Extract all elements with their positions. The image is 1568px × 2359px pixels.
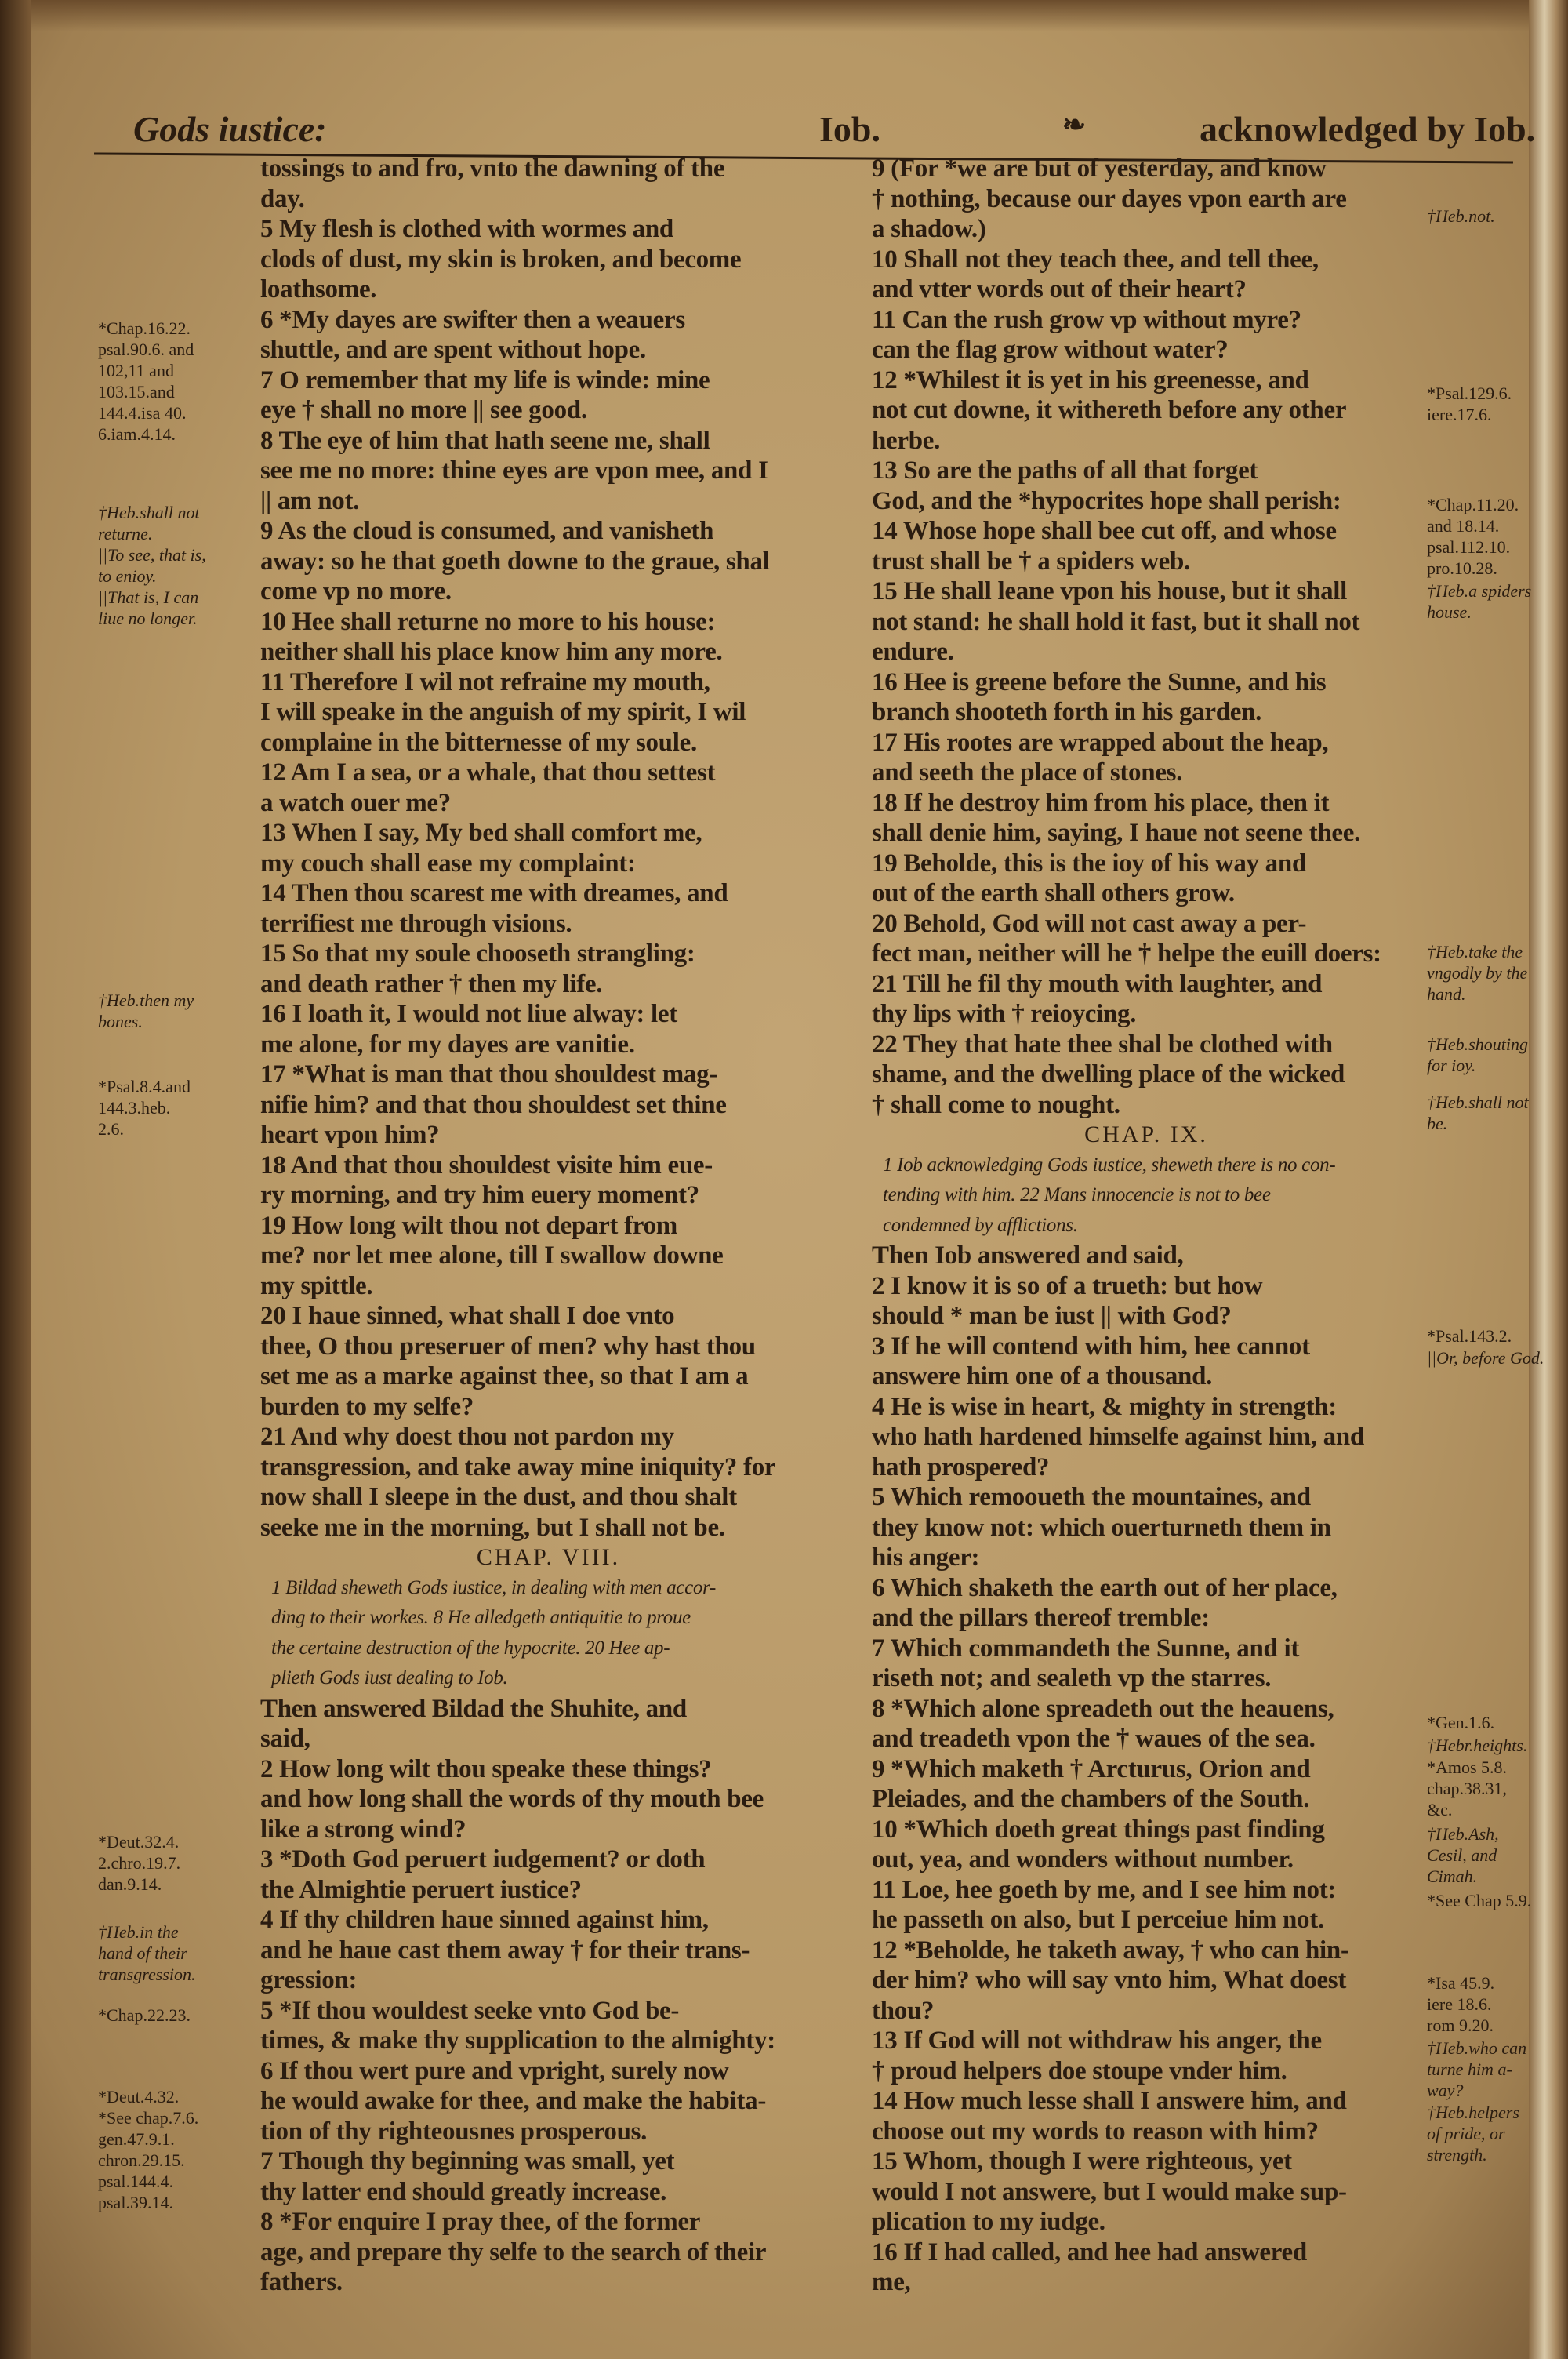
ornament-icon: ❧ [1062, 109, 1087, 140]
margin-note: *Amos 5.8. chap.38.31, &c. [1427, 1757, 1508, 1819]
verse-line: day. [260, 184, 305, 213]
margin-note: *Chap.11.20. and 18.14. psal.112.10. pro.10.28. [1427, 495, 1519, 578]
verse-line: 20 I haue sinned, what shall I doe vnto [260, 1302, 675, 1330]
chapter-summary-line: condemned by afflictions. [883, 1214, 1078, 1236]
verse-line: not cut downe, it withereth before any other [872, 396, 1347, 424]
verse-line: 4 If thy children haue sinned against him, [260, 1906, 709, 1934]
verse-line: 13 When I say, My bed shall comfort me, [260, 819, 702, 847]
verse-line: and death rather † then my life. [260, 969, 603, 998]
verse-line: 6 If thou wert pure and vpright, surely now [260, 2056, 729, 2085]
verse-line: he would awake for thee, and make the habita- [260, 2087, 767, 2115]
verse-line: and he haue cast them away † for their trans- [260, 1936, 750, 1965]
verse-line: 10 Shall not they teach thee, and tell thee, [872, 245, 1319, 274]
verse-line: come vp no more. [260, 577, 452, 605]
verse-line: I will speake in the anguish of my spirit, I wil [260, 698, 746, 726]
verse-line: 18 If he destroy him from his place, then it [872, 788, 1330, 817]
chapter-summary-line: ding to their workes. 8 He alledgeth antiquitie to proue [271, 1607, 691, 1628]
margin-note: *Deut.4.32. *See chap.7.6. gen.47.9.1. chron.29.15. psal.144.4. psal.39.14. [98, 2087, 199, 2212]
verse-line: his anger: [872, 1543, 980, 1572]
verse-line: 10 *Which doeth great things past finding [872, 1815, 1325, 1844]
verse-line: complaine in the bitternesse of my soule. [260, 728, 697, 757]
verse-line: God, and the *hypocrites hope shall perish: [872, 486, 1341, 515]
verse-line: 11 Therefore I wil not refraine my mouth, [260, 667, 710, 696]
verse-line: out, yea, and wonders without number. [872, 1845, 1294, 1874]
margin-note: *Chap.16.22. psal.90.6. and 102,11 and 103.15.and 144.4.isa 40. 6.iam.4.14. [98, 318, 194, 444]
page-edge-right [1529, 0, 1568, 2359]
verse-line: 16 Hee is greene before the Sunne, and his [872, 667, 1327, 696]
margin-note: *Gen.1.6. [1427, 1713, 1495, 1732]
verse-line: 21 And why doest thou not pardon my [260, 1423, 674, 1451]
verse-line: would I not answere, but I would make sup- [872, 2177, 1347, 2206]
verse-line: trust shall be † a spiders web. [872, 547, 1190, 576]
verse-line: Pleiades, and the chambers of the South. [872, 1785, 1310, 1813]
verse-line: times, & make thy supplication to the almighty: [260, 2026, 775, 2055]
verse-line: Then Iob answered and said, [872, 1241, 1184, 1270]
verse-line: 13 If God will not withdraw his anger, the [872, 2026, 1322, 2055]
verse-line: fathers. [260, 2268, 343, 2296]
verse-line: tossings to and fro, vnto the dawning of the [260, 154, 725, 183]
verse-line: not stand: he shall hold it fast, but it shall not [872, 607, 1360, 636]
verse-line: 14 Whose hope shall bee cut off, and whose [872, 517, 1337, 545]
verse-line: gression: [260, 1966, 358, 1994]
verse-line: 12 *Beholde, he taketh away, † who can hin- [872, 1936, 1349, 1965]
verse-line: 11 Can the rush grow vp without myre? [872, 305, 1301, 334]
verse-line: shame, and the dwelling place of the wicked [872, 1060, 1345, 1089]
verse-line: seeke me in the morning, but I shall not be. [260, 1513, 725, 1542]
verse-line: thee, O thou preseruer of men? why hast thou [260, 1332, 756, 1361]
verse-line: 9 As the cloud is consumed, and vanisheth [260, 517, 714, 545]
verse-line: 21 Till he fil thy mouth with laughter, and [872, 969, 1323, 998]
verse-line: † proud helpers doe stoupe vnder him. [872, 2056, 1287, 2085]
verse-line: choose out my words to reason with him? [872, 2117, 1319, 2146]
verse-line: plication to my iudge. [872, 2208, 1105, 2236]
verse-line: said, [260, 1725, 310, 1753]
verse-line: neither shall his place know him any more. [260, 638, 723, 666]
chapter-summary-line: 1 Iob acknowledging Gods iustice, sheweth there is no con- [883, 1154, 1336, 1176]
margin-note: *Psal.8.4.and 144.3.heb. 2.6. [98, 1077, 191, 1139]
verse-line: answere him one of a thousand. [872, 1362, 1213, 1390]
verse-line: hath prospered? [872, 1452, 1050, 1481]
verse-line: branch shooteth forth in his garden. [872, 698, 1262, 726]
margin-note: *See Chap 5.9. [1427, 1891, 1532, 1910]
verse-line: 16 If I had called, and hee had answered [872, 2237, 1307, 2266]
margin-note: *Psal.129.6. iere.17.6. [1427, 383, 1512, 424]
right-text-column [872, 154, 1421, 2298]
verse-line: and the pillars thereof tremble: [872, 1604, 1210, 1632]
verse-line: see me no more: thine eyes are vpon mee, and I [260, 456, 768, 485]
verse-line: me, [872, 2268, 911, 2296]
margin-note: †Heb.take the vngodly by the hand. [1427, 942, 1528, 1004]
verse-line: who hath hardened himselfe against him, and [872, 1423, 1364, 1451]
verse-line: 11 Loe, hee goeth by me, and I see him not: [872, 1875, 1337, 1904]
verse-line: nifie him? and that thou shouldest set thine [260, 1090, 727, 1119]
margin-note: †Heb.a spiders house. [1427, 581, 1532, 622]
verse-line: 9 (For *we are but of yesterday, and know [872, 154, 1327, 183]
verse-line: like a strong wind? [260, 1815, 466, 1844]
chapter-summary-line: tending with him. 22 Mans innocencie is not to bee [883, 1184, 1271, 1205]
verse-line: out of the earth shall others grow. [872, 879, 1235, 907]
margin-note: †Heb.helpers of pride, or strength. [1427, 2103, 1519, 2165]
verse-line: 12 *Whilest it is yet in his greenesse, and [872, 365, 1309, 394]
chapter-summary-line: the certaine destruction of the hypocrite. 20 Hee ap- [271, 1637, 670, 1659]
verse-line: and treadeth vpon the † waues of the sea. [872, 1725, 1316, 1753]
verse-line: endure. [872, 638, 954, 666]
verse-line: terrifiest me through visions. [260, 909, 572, 938]
verse-line: and how long shall the words of thy mouth bee [260, 1785, 764, 1813]
verse-line: 7 Though thy beginning was small, yet [260, 2147, 675, 2175]
margin-note: †Heb.then my bones. [98, 990, 194, 1031]
verse-line: † shall come to nought. [872, 1090, 1120, 1119]
verse-line: thy latter end should greatly increase. [260, 2177, 667, 2206]
verse-line: 7 Which commandeth the Sunne, and it [872, 1634, 1300, 1663]
margin-note: †Hebr.heights. [1427, 1736, 1528, 1755]
verse-line: 19 Beholde, this is the ioy of his way and [872, 849, 1306, 878]
verse-line: heart vpon him? [260, 1121, 440, 1149]
verse-line: burden to my selfe? [260, 1392, 474, 1421]
verse-line: 15 He shall leane vpon his house, but it shall [872, 577, 1348, 605]
verse-line: a shadow.) [872, 215, 986, 243]
verse-line: tion of thy righteousnes prosperous. [260, 2117, 648, 2146]
verse-line: thy lips with † reioycing. [872, 1000, 1137, 1028]
verse-line: should * man be iust || with God? [872, 1302, 1232, 1330]
verse-line: 17 *What is man that thou shouldest mag- [260, 1060, 717, 1089]
verse-line: loathsome. [260, 275, 377, 304]
margin-note: *Deut.32.4. 2.chro.19.7. dan.9.14. [98, 1832, 181, 1894]
verse-line: 8 The eye of him that hath seene me, shall [260, 426, 710, 455]
verse-line: herbe. [872, 426, 941, 455]
verse-line: age, and prepare thy selfe to the search of their [260, 2237, 767, 2266]
verse-line: 3 *Doth God peruert iudgement? or doth [260, 1845, 706, 1874]
verse-line: 19 How long wilt thou not depart from [260, 1211, 677, 1240]
verse-line: shuttle, and are spent without hope. [260, 336, 646, 364]
verse-line: 7 O remember that my life is winde: mine [260, 365, 710, 394]
verse-line: fect man, neither will he † helpe the euill doers: [872, 940, 1381, 968]
verse-line: me? nor let mee alone, till I swallow downe [260, 1241, 724, 1270]
verse-line: || am not. [260, 486, 360, 515]
chapter-heading: CHAP. VIII. [476, 1544, 621, 1570]
verse-line: 2 How long wilt thou speake these things? [260, 1754, 712, 1783]
verse-line: 5 Which remooueth the mountaines, and [872, 1483, 1311, 1511]
verse-line: 8 *Which alone spreadeth out the heauens, [872, 1694, 1334, 1723]
running-head-book: Iob. [819, 109, 880, 149]
verse-line: and seeth the place of stones. [872, 758, 1183, 787]
verse-line: the Almightie peruert iustice? [260, 1875, 582, 1904]
book-gutter-left [0, 0, 31, 2359]
verse-line: shall denie him, saying, I haue not seene thee. [872, 819, 1361, 847]
verse-line: 13 So are the paths of all that forget [872, 456, 1258, 485]
verse-line: ry morning, and try him euery moment? [260, 1181, 699, 1209]
running-head-left: Gods iustice: [133, 109, 327, 149]
verse-line: 10 Hee shall returne no more to his house: [260, 607, 716, 636]
verse-line: 8 *For enquire I pray thee, of the former [260, 2208, 701, 2236]
margin-note: †Heb.not. [1427, 206, 1495, 226]
verse-line: 6 *My dayes are swifter then a weauers [260, 305, 685, 334]
verse-line: riseth not; and sealeth vp the starres. [872, 1664, 1272, 1692]
verse-line: clods of dust, my skin is broken, and become [260, 245, 742, 274]
chapter-heading: CHAP. IX. [1084, 1121, 1208, 1147]
verse-line: † nothing, because our dayes vpon earth are [872, 184, 1347, 213]
verse-line: 17 His rootes are wrapped about the heap, [872, 728, 1329, 757]
verse-line: 9 *Which maketh † Arcturus, Orion and [872, 1754, 1311, 1783]
verse-line: he passeth on also, but I perceiue him not. [872, 1906, 1324, 1934]
verse-line: 12 Am I a sea, or a whale, that thou settest [260, 758, 716, 787]
verse-line: 5 My flesh is clothed with wormes and [260, 215, 673, 243]
margin-note: †Heb.shall not returne. ||To see, that is, to enioy. ||That is, I can liue no longer. [98, 503, 206, 628]
margin-note: *Chap.22.23. [98, 2005, 191, 2025]
verse-line: 15 Whom, though I were righteous, yet [872, 2147, 1292, 2175]
verse-line: 20 Behold, God will not cast away a per- [872, 909, 1307, 938]
verse-line: 14 Then thou scarest me with dreames, and [260, 879, 728, 907]
margin-note: †Heb.in the hand of their transgression. [98, 1922, 196, 1984]
verse-line: they know not: which ouerturneth them in [872, 1513, 1331, 1542]
chapter-summary-line: 1 Bildad sheweth Gods iustice, in dealing with men accor- [271, 1576, 717, 1598]
margin-note: †Heb.Ash, Cesil, and Cimah. [1427, 1824, 1499, 1886]
verse-line: a watch ouer me? [260, 788, 451, 817]
verse-line: can the flag grow without water? [872, 336, 1229, 364]
verse-line: 22 They that hate thee shal be clothed with [872, 1030, 1333, 1059]
left-text-column [260, 154, 837, 2298]
verse-line: der him? who will say vnto him, What doest [872, 1966, 1347, 1994]
verse-line: thou? [872, 1996, 935, 2025]
verse-line: 6 Which shaketh the earth out of her place, [872, 1573, 1338, 1602]
verse-line: my couch shall ease my complaint: [260, 849, 636, 878]
verse-line: 14 How much lesse shall I answere him, and [872, 2087, 1347, 2115]
verse-line: transgression, and take away mine iniquity? for [260, 1452, 776, 1481]
verse-line: away: so he that goeth downe to the graue, shal [260, 547, 770, 576]
verse-line: 3 If he will contend with him, hee cannot [872, 1332, 1310, 1361]
verse-line: 5 *If thou wouldest seeke vnto God be- [260, 1996, 680, 2025]
margin-note: *Isa 45.9. iere 18.6. rom 9.20. [1427, 1973, 1495, 2035]
verse-line: my spittle. [260, 1271, 373, 1300]
verse-line: 15 So that my soule chooseth strangling: [260, 940, 695, 968]
margin-note: ||Or, before God. [1427, 1348, 1544, 1368]
margin-note: *Psal.143.2. [1427, 1326, 1512, 1346]
verse-line: 4 He is wise in heart, & mighty in strength: [872, 1392, 1337, 1421]
verse-line: 2 I know it is so of a trueth: but how [872, 1271, 1263, 1300]
page-top-shadow [0, 0, 1568, 31]
running-head-right: acknowledged by Iob. [1200, 109, 1536, 149]
verse-line: 16 I loath it, I would not liue alway: let [260, 1000, 677, 1028]
margin-note: †Heb.shall not be. [1427, 1092, 1529, 1133]
chapter-summary-line: plieth Gods iust dealing to Iob. [271, 1667, 508, 1688]
verse-line: 18 And that thou shouldest visite him eue- [260, 1150, 713, 1180]
verse-line: now shall I sleepe in the dust, and thou shalt [260, 1483, 737, 1511]
margin-note: †Heb.shouting for ioy. [1427, 1034, 1528, 1075]
verse-line: Then answered Bildad the Shuhite, and [260, 1694, 687, 1723]
verse-line: eye † shall no more || see good. [260, 396, 587, 424]
verse-line: and vtter words out of their heart? [872, 275, 1247, 304]
verse-line: me alone, for my dayes are vanitie. [260, 1030, 635, 1059]
margin-note: †Heb.who can turne him a- way? [1427, 2038, 1527, 2100]
verse-line: set me as a marke against thee, so that I am a [260, 1362, 749, 1390]
